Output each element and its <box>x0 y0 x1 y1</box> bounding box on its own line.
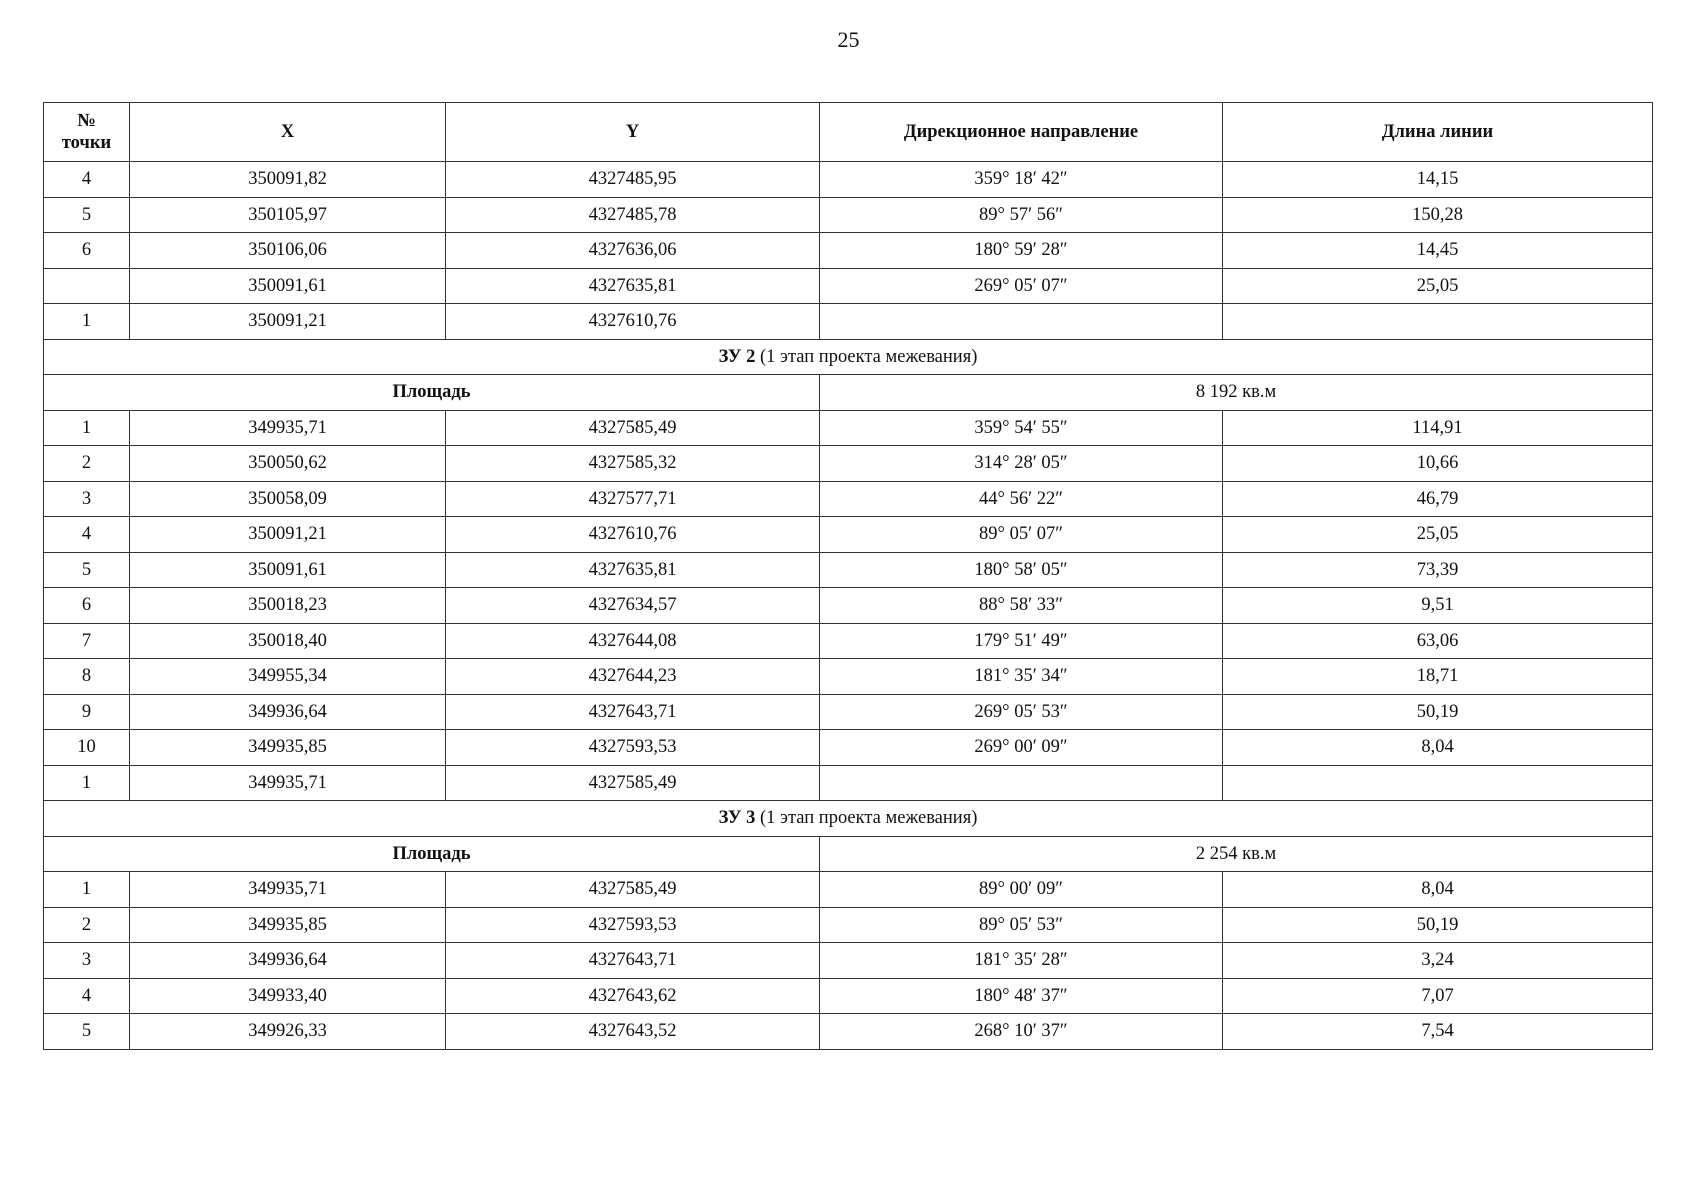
table-row <box>44 304 1653 340</box>
cell-x: 350091,21 <box>130 304 446 340</box>
cell-length: 8,04 <box>1223 872 1653 908</box>
cell-x: 350018,40 <box>130 623 446 659</box>
cell-y: 4327585,49 <box>446 872 820 908</box>
cell-point-number: 4 <box>44 162 130 198</box>
cell-length: 10,66 <box>1223 446 1653 482</box>
cell-x: 350105,97 <box>130 197 446 233</box>
area-label: Площадь <box>44 836 820 872</box>
cell-length: 50,19 <box>1223 907 1653 943</box>
cell-x: 349936,64 <box>130 943 446 979</box>
cell-direction: 269° 05′ 53″ <box>820 694 1223 730</box>
cell-length: 14,45 <box>1223 233 1653 269</box>
table-row <box>44 588 1653 624</box>
table-row <box>44 481 1653 517</box>
cell-y: 4327610,76 <box>446 517 820 553</box>
cell-y: 4327643,71 <box>446 694 820 730</box>
cell-x: 350091,61 <box>130 552 446 588</box>
cell-x: 349935,85 <box>130 907 446 943</box>
cell-length: 25,05 <box>1223 268 1653 304</box>
cell-point-number: 4 <box>44 517 130 553</box>
cell-x: 349955,34 <box>130 659 446 695</box>
cell-y: 4327593,53 <box>446 907 820 943</box>
table-row <box>44 233 1653 269</box>
cell-point-number: 1 <box>44 410 130 446</box>
cell-length: 14,15 <box>1223 162 1653 198</box>
cell-y: 4327585,32 <box>446 446 820 482</box>
cell-x: 350058,09 <box>130 481 446 517</box>
cell-x: 350091,61 <box>130 268 446 304</box>
cell-direction: 181° 35′ 28″ <box>820 943 1223 979</box>
cell-x: 350091,21 <box>130 517 446 553</box>
cell-x: 349935,85 <box>130 730 446 766</box>
cell-y: 4327644,08 <box>446 623 820 659</box>
cell-direction: 314° 28′ 05″ <box>820 446 1223 482</box>
cell-direction: 181° 35′ 34″ <box>820 659 1223 695</box>
cell-direction: 269° 05′ 07″ <box>820 268 1223 304</box>
cell-point-number: 1 <box>44 765 130 801</box>
area-label: Площадь <box>44 375 820 411</box>
cell-direction: 179° 51′ 49″ <box>820 623 1223 659</box>
header-point-number: № точки <box>44 103 130 162</box>
cell-point-number: 6 <box>44 588 130 624</box>
cell-direction: 180° 59′ 28″ <box>820 233 1223 269</box>
header-length: Длина линии <box>1223 103 1653 162</box>
cell-y: 4327593,53 <box>446 730 820 766</box>
table-row <box>44 446 1653 482</box>
cell-length: 46,79 <box>1223 481 1653 517</box>
table-row <box>44 517 1653 553</box>
cell-direction: 269° 00′ 09″ <box>820 730 1223 766</box>
cell-point-number: 10 <box>44 730 130 766</box>
area-value: 8 192 кв.м <box>820 375 1653 411</box>
cell-x: 350018,23 <box>130 588 446 624</box>
cell-length: 7,54 <box>1223 1014 1653 1050</box>
cell-y: 4327577,71 <box>446 481 820 517</box>
cell-x: 350106,06 <box>130 233 446 269</box>
cell-length: 7,07 <box>1223 978 1653 1014</box>
cell-y: 4327635,81 <box>446 552 820 588</box>
table-header-row <box>44 103 1653 162</box>
area-value: 2 254 кв.м <box>820 836 1653 872</box>
cell-point-number: 2 <box>44 907 130 943</box>
table-row <box>44 943 1653 979</box>
cell-y: 4327643,71 <box>446 943 820 979</box>
cell-length <box>1223 304 1653 340</box>
cell-y: 4327643,62 <box>446 978 820 1014</box>
cell-x: 349933,40 <box>130 978 446 1014</box>
cell-point-number: 3 <box>44 481 130 517</box>
cell-y: 4327634,57 <box>446 588 820 624</box>
cell-point-number: 2 <box>44 446 130 482</box>
cell-point-number: 1 <box>44 304 130 340</box>
cell-direction: 89° 57′ 56″ <box>820 197 1223 233</box>
table-row <box>44 694 1653 730</box>
cell-y: 4327610,76 <box>446 304 820 340</box>
cell-y: 4327485,78 <box>446 197 820 233</box>
cell-direction: 89° 05′ 53″ <box>820 907 1223 943</box>
table-row <box>44 765 1653 801</box>
cell-point-number <box>44 268 130 304</box>
table-body <box>44 162 1653 1050</box>
table-row <box>44 978 1653 1014</box>
cell-direction: 180° 58′ 05″ <box>820 552 1223 588</box>
table-row <box>44 623 1653 659</box>
cell-direction: 89° 05′ 07″ <box>820 517 1223 553</box>
cell-point-number: 9 <box>44 694 130 730</box>
cell-y: 4327644,23 <box>446 659 820 695</box>
cell-length: 114,91 <box>1223 410 1653 446</box>
section-title-rest: (1 этап проекта межевания) <box>755 346 978 367</box>
section-title-bold: ЗУ 2 <box>718 346 756 367</box>
cell-point-number: 8 <box>44 659 130 695</box>
cell-direction: 359° 18′ 42″ <box>820 162 1223 198</box>
coordinates-table <box>43 102 1653 1050</box>
table-row <box>44 552 1653 588</box>
cell-point-number: 4 <box>44 978 130 1014</box>
cell-x: 349935,71 <box>130 410 446 446</box>
cell-point-number: 3 <box>44 943 130 979</box>
section-title-bold: ЗУ 3 <box>718 808 756 829</box>
cell-point-number: 7 <box>44 623 130 659</box>
cell-x: 349926,33 <box>130 1014 446 1050</box>
cell-length: 3,24 <box>1223 943 1653 979</box>
cell-length: 9,51 <box>1223 588 1653 624</box>
table-row <box>44 1014 1653 1050</box>
cell-length: 25,05 <box>1223 517 1653 553</box>
cell-x: 350050,62 <box>130 446 446 482</box>
page-number: 25 <box>837 27 860 52</box>
cell-x: 349935,71 <box>130 872 446 908</box>
section-title-rest: (1 этап проекта межевания) <box>755 808 978 829</box>
cell-direction: 268° 10′ 37″ <box>820 1014 1223 1050</box>
section-title <box>44 801 1653 837</box>
table-row <box>44 410 1653 446</box>
table-row <box>44 907 1653 943</box>
table-row <box>44 268 1653 304</box>
table-row <box>44 730 1653 766</box>
cell-length: 50,19 <box>1223 694 1653 730</box>
cell-x: 349935,71 <box>130 765 446 801</box>
cell-x: 349936,64 <box>130 694 446 730</box>
cell-point-number: 5 <box>44 1014 130 1050</box>
table-row <box>44 197 1653 233</box>
area-row <box>44 836 1653 872</box>
section-title <box>44 339 1653 375</box>
cell-direction: 89° 00′ 09″ <box>820 872 1223 908</box>
cell-point-number: 6 <box>44 233 130 269</box>
cell-x: 350091,82 <box>130 162 446 198</box>
header-x: X <box>130 103 446 162</box>
cell-length <box>1223 765 1653 801</box>
section-title-row <box>44 801 1653 837</box>
cell-point-number: 5 <box>44 552 130 588</box>
cell-length: 73,39 <box>1223 552 1653 588</box>
cell-direction: 180° 48′ 37″ <box>820 978 1223 1014</box>
cell-length: 63,06 <box>1223 623 1653 659</box>
cell-y: 4327643,52 <box>446 1014 820 1050</box>
table-row <box>44 162 1653 198</box>
cell-direction <box>820 765 1223 801</box>
cell-y: 4327585,49 <box>446 765 820 801</box>
table-row <box>44 659 1653 695</box>
cell-y: 4327485,95 <box>446 162 820 198</box>
cell-length: 18,71 <box>1223 659 1653 695</box>
cell-point-number: 5 <box>44 197 130 233</box>
header-direction: Дирекционное направление <box>820 103 1223 162</box>
cell-y: 4327585,49 <box>446 410 820 446</box>
cell-point-number: 1 <box>44 872 130 908</box>
header-y: Y <box>446 103 820 162</box>
cell-direction: 44° 56′ 22″ <box>820 481 1223 517</box>
cell-y: 4327635,81 <box>446 268 820 304</box>
cell-length: 150,28 <box>1223 197 1653 233</box>
cell-direction: 88° 58′ 33″ <box>820 588 1223 624</box>
table-row <box>44 872 1653 908</box>
section-title-row <box>44 339 1653 375</box>
cell-direction <box>820 304 1223 340</box>
area-row <box>44 375 1653 411</box>
cell-direction: 359° 54′ 55″ <box>820 410 1223 446</box>
cell-y: 4327636,06 <box>446 233 820 269</box>
cell-length: 8,04 <box>1223 730 1653 766</box>
